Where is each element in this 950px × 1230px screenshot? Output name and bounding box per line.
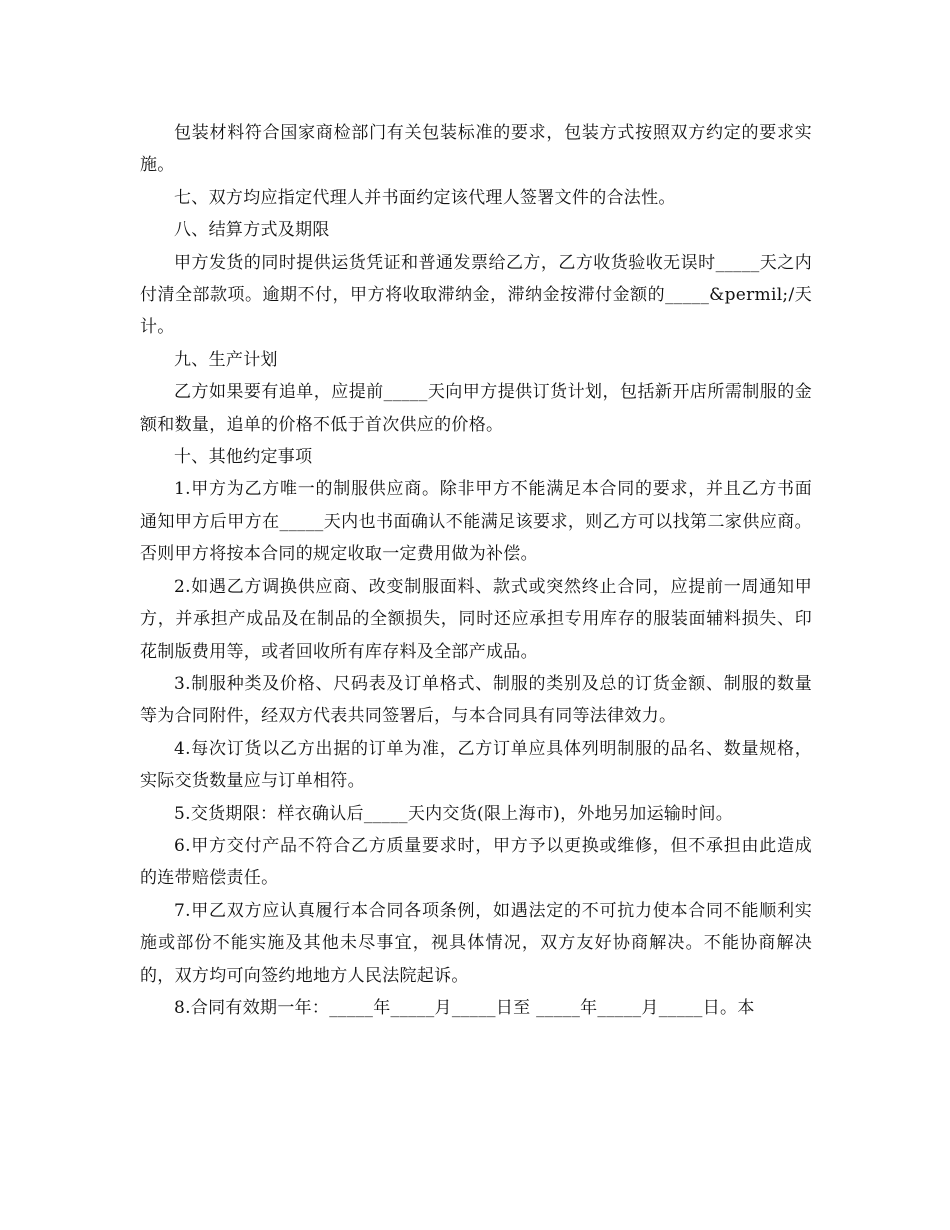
list-item-term-5: 5.交货期限：样衣确认后_____天内交货(限上海市)，外地另加运输时间。 [174,803,734,824]
clause-seven: 七、双方均应指定代理人并书面约定该代理人签署文件的合法性。 [174,187,676,208]
list-item-term-7: 7.甲乙双方应认真履行本合同各项条例，如遇法定的不可抗力使本合同不能顺利实施或部份不能实施及其他未尽事宜，视具体情况，双方友好协商解决。不能协商解决的，双方均可向签约地地方人民法院起诉。 [140,900,812,986]
list-item-term-3: 3.制服种类及价格、尺码表及订单格式、制服的类别及总的订货金额、制服的数量等为合同附件，经双方代表共同签署后，与本合同具有同等法律效力。 [140,673,812,727]
list-item-term-8: 8.合同有效期一年：_____年_____月_____日至 _____年_____月_____日。本 [174,997,755,1018]
document-body [140,117,812,1024]
section-heading-other-terms: 十、其他约定事项 [174,447,313,468]
paragraph-production-plan: 乙方如果要有追单，应提前_____天向甲方提供订货计划，包括新开店所需制服的金额和数量，追单的价格不低于首次供应的价格。 [140,382,812,435]
list-item-term-6: 6.甲方交付产品不符合乙方质量要求时，甲方予以更换或维修，但不承担由此造成的连带赔偿责任。 [140,835,812,889]
list-item-term-1: 1.甲方为乙方唯一的制服供应商。除非甲方不能满足本合同的要求，并且乙方书面通知甲方后甲方在_____天内也书面确认不能满足该要求，则乙方可以找第二家供应商。否则甲方将按本合同的规定收取一定费用做为补偿。 [140,479,812,565]
section-heading-settlement: 八、结算方式及期限 [174,220,330,241]
paragraph-settlement: 甲方发货的同时提供运货凭证和普通发票给乙方，乙方收货验收无误时_____天之内付清全部款项。逾期不付，甲方将收取滞纳金，滞纳金按滞付金额的_____&permil;/天计。 [140,252,812,338]
paragraph-packaging: 包装材料符合国家商检部门有关包装标准的要求，包装方式按照双方约定的要求实施。 [140,123,812,176]
list-item-term-2: 2.如遇乙方调换供应商、改变制服面料、款式或突然终止合同，应提前一周通知甲方，并承担产成品及在制品的全额损失，同时还应承担专用库存的服装面辅料损失、印花制版费用等，或者回收所有库存料及全部产成品。 [140,576,812,662]
list-item-term-4: 4.每次订货以乙方出据的订单为准，乙方订单应具体列明制服的品名、数量规格，实际交货数量应与订单相符。 [140,738,812,792]
section-heading-production-plan: 九、生产计划 [174,349,278,370]
